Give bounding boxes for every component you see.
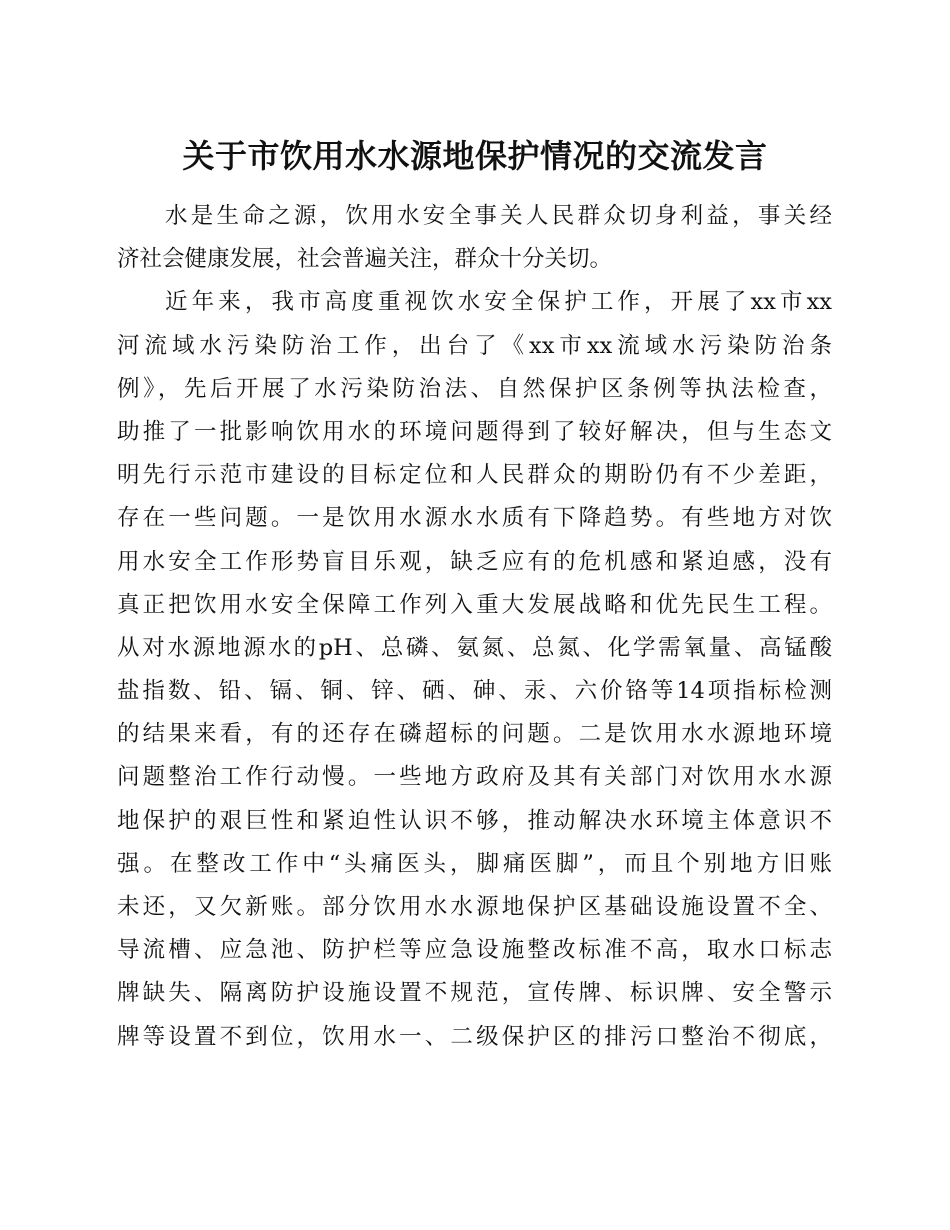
text-line: 存在一些问题。一是饮用水源水水质有下降趋势。有些地方对饮 bbox=[117, 505, 832, 532]
text-line: 明先行示范市建设的目标定位和人民群众的期盼仍有不少差距， bbox=[117, 462, 832, 489]
text-line: 河流域水污染防治工作，出台了《xx市xx流域水污染防治条 bbox=[117, 332, 832, 359]
text-line: 牌缺失、隔离防护设施设置不规范，宣传牌、标识牌、安全警示 bbox=[117, 980, 832, 1007]
text-line: 问题整治工作行动慢。一些地方政府及其有关部门对饮用水水源 bbox=[117, 764, 832, 791]
text-line: 济社会健康发展，社会普遍关注，群众十分关切。 bbox=[117, 246, 613, 273]
text-line: 水是生命之源，饮用水安全事关人民群众切身利益，事关经 bbox=[165, 203, 832, 229]
document-title: 关于市饮用水水源地保护情况的交流发言 bbox=[182, 137, 768, 175]
text-line: 盐指数、铅、镉、铜、锌、硒、砷、汞、六价铬等14项指标检测 bbox=[117, 678, 832, 705]
text-line: 导流槽、应急池、防护栏等应急设施整改标准不高，取水口标志 bbox=[117, 937, 832, 964]
text-line: 未还，又欠新账。部分饮用水水源地保护区基础设施设置不全、 bbox=[117, 894, 832, 920]
text-line: 牌等设置不到位，饮用水一、二级保护区的排污口整治不彻底， bbox=[117, 1023, 832, 1050]
text-line: 地保护的艰巨性和紧迫性认识不够，推动解决水环境主体意识不 bbox=[117, 807, 832, 834]
text-line: 助推了一批影响饮用水的环境问题得到了较好解决，但与生态文 bbox=[117, 418, 832, 445]
text-line: 从对水源地源水的pH、总磷、氨氮、总氮、化学需氧量、高锰酸 bbox=[117, 634, 832, 661]
text-line: 近年来，我市高度重视饮水安全保护工作，开展了xx市xx bbox=[165, 289, 832, 316]
text-line: 例》，先后开展了水污染防治法、自然保护区条例等执法检查， bbox=[117, 375, 832, 402]
document-body bbox=[117, 195, 832, 1059]
text-line: 真正把饮用水安全保障工作列入重大发展战略和优先民生工程。 bbox=[117, 591, 832, 618]
text-line: 用水安全工作形势盲目乐观，缺乏应有的危机感和紧迫感，没有 bbox=[117, 548, 832, 575]
text-line: 的结果来看，有的还存在磷超标的问题。二是饮用水水源地环境 bbox=[117, 721, 832, 748]
text-line: 强。在整改工作中“头痛医头，脚痛医脚”，而且个别地方旧账 bbox=[117, 850, 832, 877]
